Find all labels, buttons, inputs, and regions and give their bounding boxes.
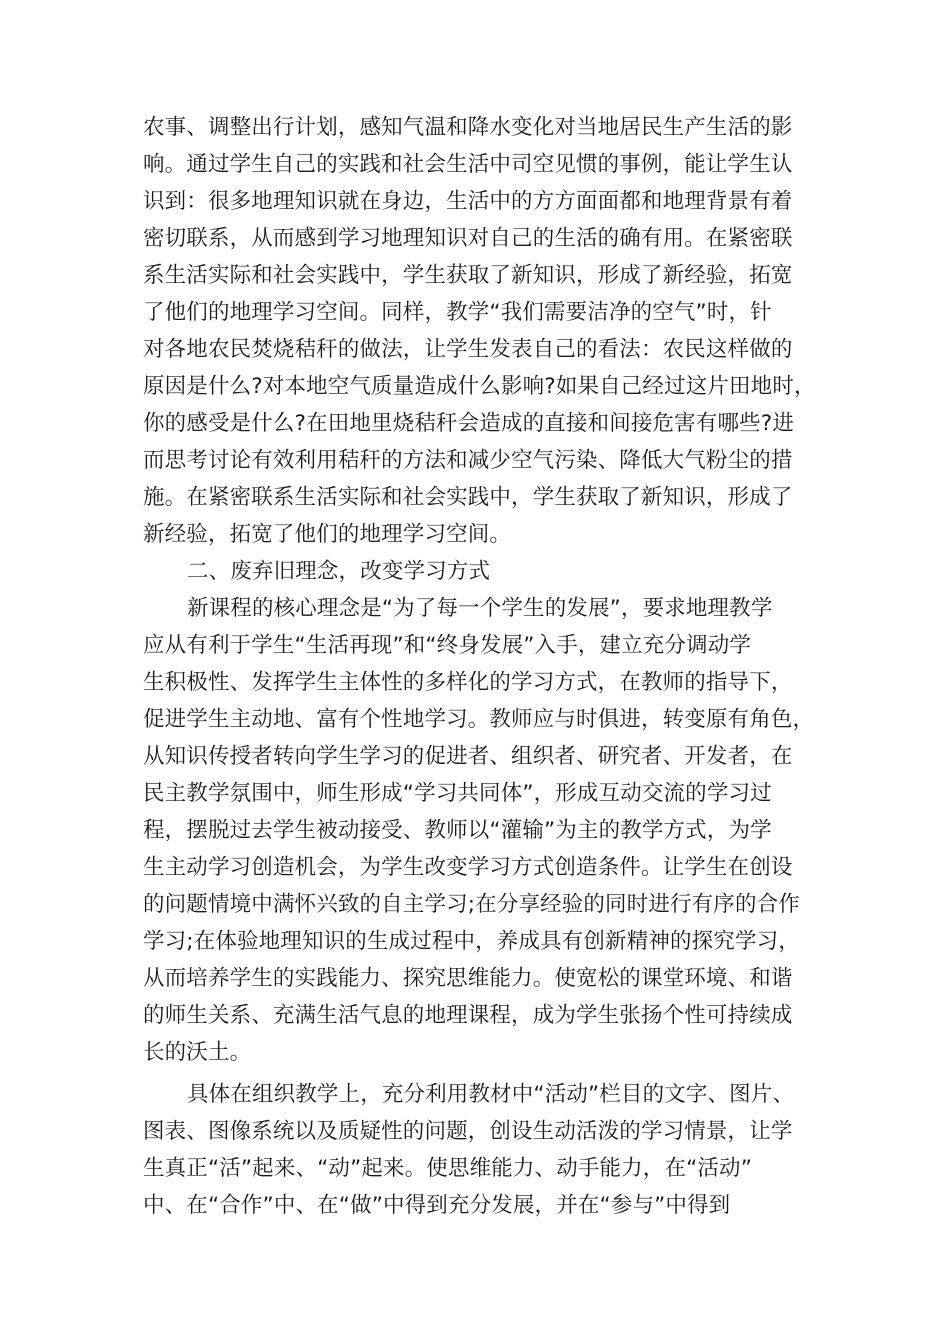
- text-line: 新课程的核心理念是“为了每一个学生的发展”，要求地理教学: [187, 596, 773, 621]
- text-line: 施。在紧密联系生活实际和社会实践中，学生获取了新知识，形成了: [143, 485, 793, 510]
- text-line: 新经验，拓宽了他们的地理学习空间。: [143, 522, 512, 547]
- text-line: 生主动学习创造机会，为学生改变学习方式创造条件。让学生在创设: [143, 855, 793, 880]
- text-line: 了他们的地理学习空间。同样，教学“我们需要洁净的空气”时，针: [143, 300, 772, 325]
- text-line: 识到：很多地理知识就在身边，生活中的方方面面都和地理背景有着: [143, 189, 793, 214]
- text-line: 具体在组织教学上，充分利用教材中“活动”栏目的文字、图片、: [187, 1082, 795, 1107]
- text-line: 图表、图像系统以及质疑性的问题，创设生动活泼的学习情景，让学: [143, 1119, 793, 1144]
- text-line: 密切联系，从而感到学习地理知识对自己的生活的确有用。在紧密联: [143, 226, 793, 251]
- text-line: 农事、调整出行计划，感知气温和降水变化对当地居民生产生活的影: [143, 115, 793, 140]
- text-line: 中、在“合作”中、在“做”中得到充分发展，并在“参与”中得到: [143, 1193, 731, 1218]
- text-line: 学习;在体验地理知识的生成过程中，养成具有创新精神的探究学习，: [143, 929, 800, 954]
- text-line: 响。通过学生自己的实践和社会生活中司空见惯的事例，能让学生认: [143, 152, 793, 177]
- text-line: 原因是什么?对本地空气质量造成什么影响?如果自己经过这片田地时，: [143, 374, 816, 399]
- text-line: 系生活实际和社会实践中，学生获取了新知识，形成了新经验，拓宽: [143, 263, 793, 288]
- text-line: 生真正“活”起来、“动”起来。使思维能力、动手能力，在“活动”: [143, 1156, 752, 1181]
- text-line: 而思考讨论有效利用秸秆的方法和减少空气污染、降低大气粉尘的措: [143, 448, 793, 473]
- text-line: 程，摆脱过去学生被动接受、教师以“灌输”为主的教学方式，为学: [143, 818, 772, 843]
- text-line: 长的沃土。: [143, 1040, 252, 1065]
- text-line: 应从有利于学生“生活再现”和“终身发展”入手，建立充分调动学: [143, 633, 752, 658]
- text-line: 对各地农民焚烧秸秆的做法，让学生发表自己的看法：农民这样做的: [143, 337, 793, 362]
- text-line: 从知识传授者转向学生学习的促进者、组织者、研究者、开发者，在: [143, 744, 793, 769]
- text-line: 的问题情境中满怀兴致的自主学习;在分享经验的同时进行有序的合作: [143, 892, 800, 917]
- text-line: 你的感受是什么?在田地里烧秸秆会造成的直接和间接危害有哪些?进: [143, 411, 794, 436]
- text-line: 的师生关系、充满生活气息的地理课程，成为学生张扬个性可持续成: [143, 1003, 793, 1028]
- text-line: 生积极性、发挥学生主体性的多样化的学习方式，在教师的指导下，: [143, 670, 793, 695]
- text-line: 促进学生主动地、富有个性地学习。教师应与时俱进，转变原有角色，: [143, 707, 815, 732]
- section-heading: 二、废弃旧理念，改变学习方式: [187, 559, 491, 584]
- text-line: 民主教学氛围中，师生形成“学习共同体”，形成互动交流的学习过: [143, 781, 772, 806]
- text-line: 从而培养学生的实践能力、探究思维能力。使宽松的课堂环境、和谐: [143, 966, 793, 991]
